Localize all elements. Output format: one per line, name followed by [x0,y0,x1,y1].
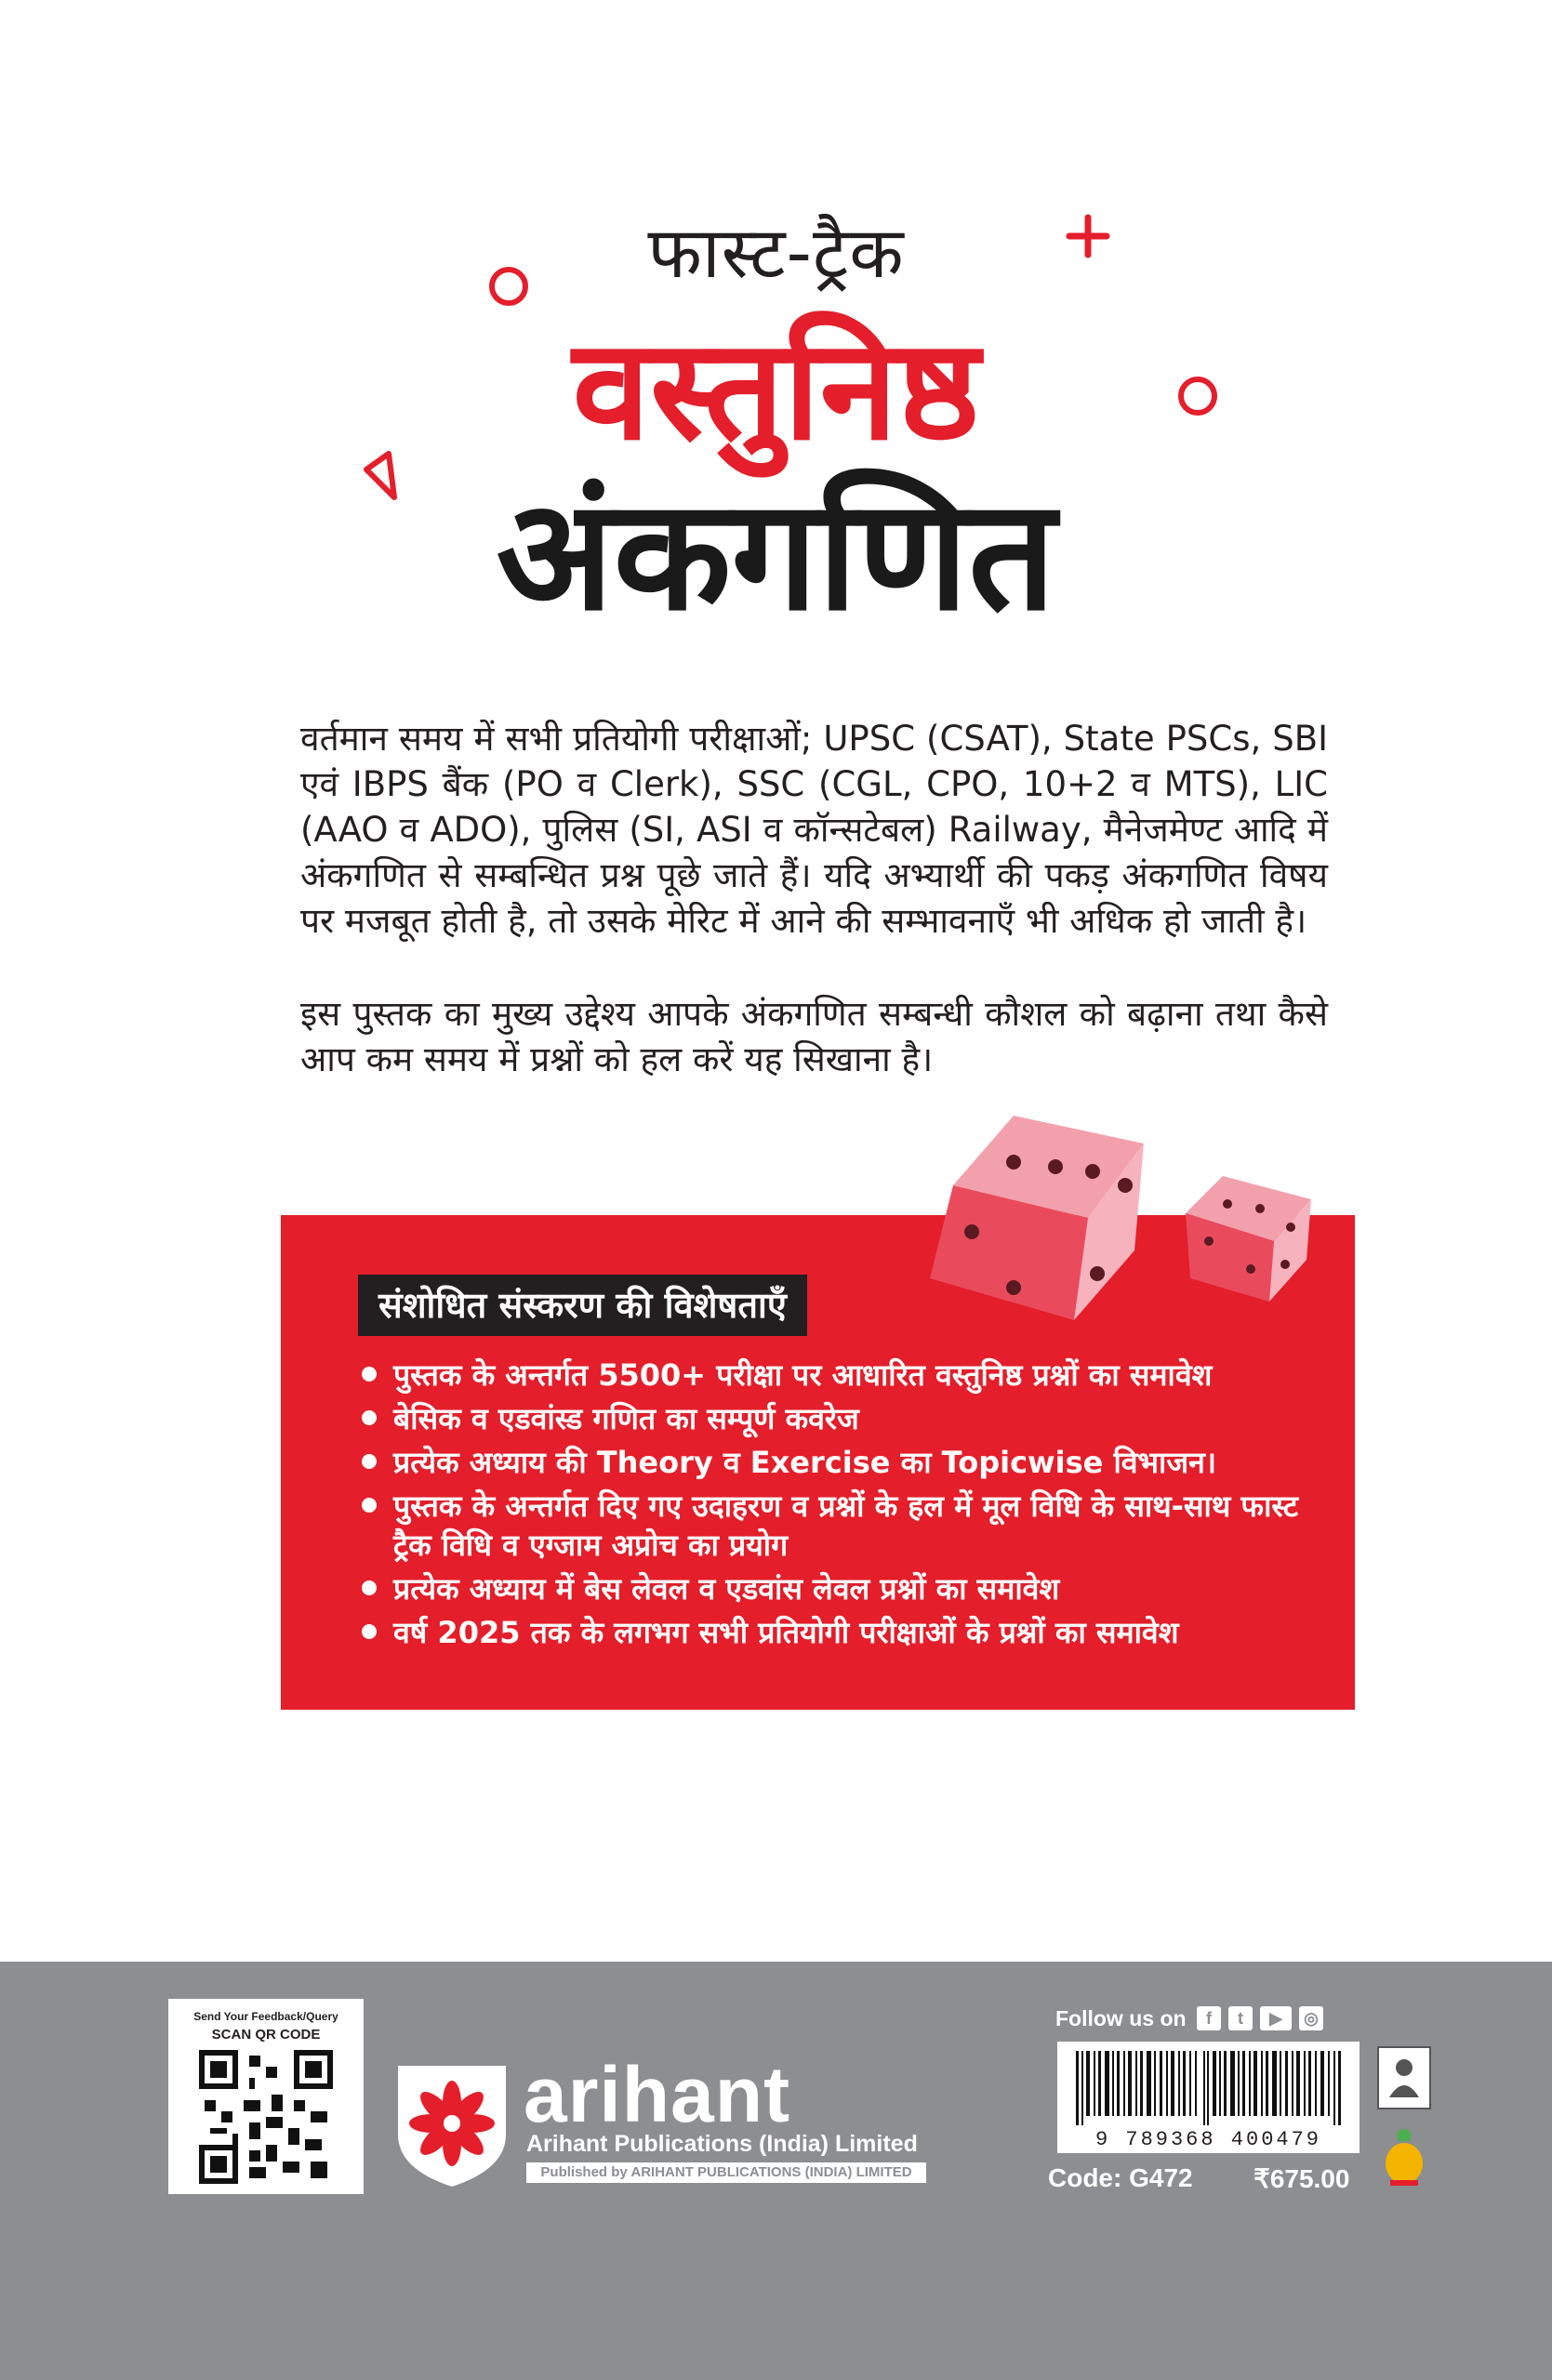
dice-icon [902,1078,1320,1320]
follow-label: Follow us on [1055,2006,1187,2030]
bullet-icon [362,1624,377,1639]
list-item [356,1355,1305,1395]
feature-text: प्रत्येक अध्याय की Theory व Exercise का Topicwise विभाजन। [393,1445,1216,1480]
qr-caption: SCAN QR CODE [211,2027,321,2043]
book-price: ₹675.00 [1254,2164,1350,2193]
feature-text: बेसिक व एडवांस्ड गणित का सम्पूर्ण कवरेज [393,1401,859,1436]
description-paragraph-2: इस पुस्तक का मुख्य उद्देश्य आपके अंकगणित सम्बन्धी कौशल को बढ़ाना तथा कैसे आप कम समय में प्रश्नों को हल करें यह सिखाना है। [300,994,1328,1079]
bullet-icon [362,1367,377,1382]
bullet-icon [362,1410,377,1425]
book-title-line2: अंकगणित [496,466,1056,644]
instagram-icon[interactable]: ◎ [1299,2006,1323,2030]
twitter-icon[interactable]: t [1228,2006,1253,2030]
facebook-icon[interactable]: f [1197,2006,1221,2030]
barcode [1057,2042,1360,2153]
dice-icon [930,1116,1144,1320]
list-item [356,1487,1305,1565]
dice-icon [1186,1176,1311,1302]
feature-text: पुस्तक के अन्तर्गत दिए गए उदाहरण व प्रश्नों के हल में मूल विधि के साथ-साथ फास्ट ट्रैक विधि व एग्जाम अप्रोच का प्रयोग [393,1488,1298,1563]
published-by: Published by ARIHANT PUBLICATIONS (INDIA) LIMITED [526,2162,926,2183]
qr-code-icon[interactable] [199,2050,333,2184]
list-item [356,1613,1305,1652]
book-code: Code: G472 [1048,2163,1193,2192]
qr-caption: Send Your Feedback/Query [193,2010,338,2023]
feature-text: वर्ष 2025 तक के लगभग सभी प्रतियोगी परीक्षाओं के प्रश्नों का समावेश [393,1615,1179,1650]
kalash-icon [1381,2124,1427,2189]
arihant-logo-icon [394,2062,510,2190]
isbn-number: 9 789368 400479 [1094,2128,1322,2151]
list-item [356,1569,1305,1608]
list-item [356,1399,1305,1438]
features-heading: संशोधित संस्करण की विशेषताएँ [358,1275,807,1336]
publisher-name: Arihant Publications (India) Limited [526,2131,918,2157]
youtube-icon[interactable]: ▶ [1260,2006,1292,2030]
description-paragraph-1: वर्तमान समय में सभी प्रतियोगी परीक्षाओं; UPSC (CSAT), State PSCs, SBI एवं IBPS बैंक (PO व Clerk), SSC (CGL, CPO, 10+2 व MTS), LIC (AAO व ADO), पुलिस (SI, ASI व कॉन्सटेबल) Railway, मैनेजमेण्ट आदि में अंकगणित से सम्बन्धित प्रश्न पूछे जाते हैं। यदि अभ्यार्थी की पकड़ अंकगणित विषय पर मजबूत होती है, तो उसके मेरिट में आने की सम्भावनाएँ भी अधिक हो जाती है। [300,719,1328,941]
feature-text: प्रत्येक अध्याय में बेस लेवल व एडवांस लेवल प्रश्नों का समावेश [393,1571,1060,1606]
features-list [356,1355,1305,1657]
qr-card[interactable] [168,1999,364,2194]
publisher-emblem-icon [1376,2045,1432,2110]
feature-text: पुस्तक के अन्तर्गत 5500+ परीक्षा पर आधारित वस्तुनिष्ठ प्रश्नों का समावेश [393,1357,1213,1393]
book-subtitle: फास्ट-ट्रैक [647,211,905,294]
book-title-line1: वस्तुनिष्ठ [572,310,980,471]
bullet-icon [362,1498,377,1513]
bullet-icon [362,1454,377,1469]
barcode-icon [1076,2051,1341,2125]
bullet-icon [362,1580,377,1595]
brand-name: arihant [524,2051,791,2138]
list-item [356,1443,1305,1482]
